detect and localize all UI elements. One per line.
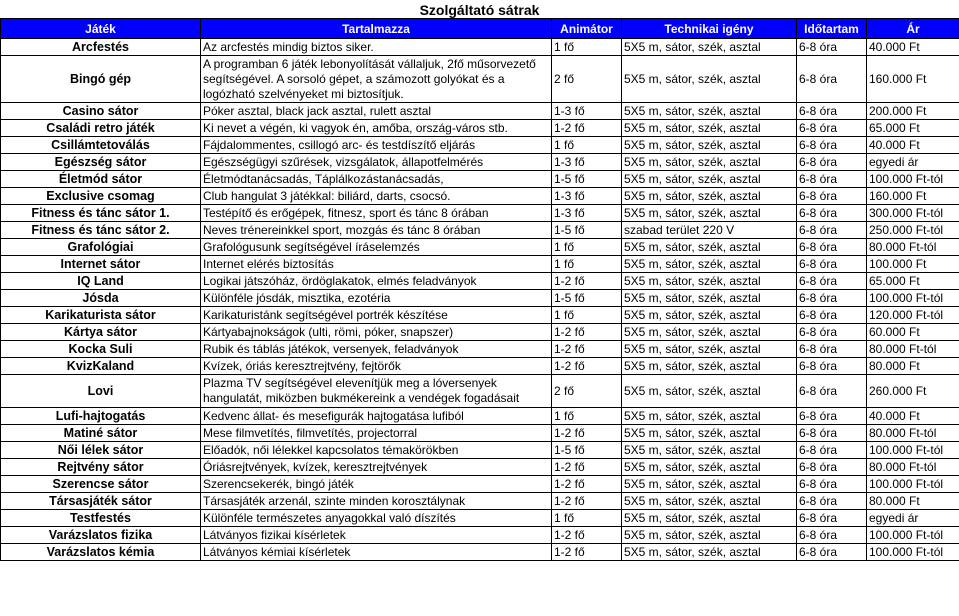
row-technical: 5X5 m, sátor, szék, asztal	[622, 459, 797, 476]
row-technical: 5X5 m, sátor, szék, asztal	[622, 39, 797, 56]
row-description: Szerencsekerék, bingó játék	[201, 476, 552, 493]
row-technical: szabad terület 220 V	[622, 222, 797, 239]
row-price: egyedi ár	[867, 154, 959, 171]
row-animator: 1-2 fő	[552, 341, 622, 358]
table-row	[1, 222, 959, 239]
row-duration: 6-8 óra	[797, 341, 867, 358]
row-description: Kvízek, óriás keresztrejtvény, fejtörők	[201, 358, 552, 375]
row-price: 40.000 Ft	[867, 39, 959, 56]
row-name: Kártya sátor	[1, 324, 201, 341]
table-row	[1, 273, 959, 290]
row-animator: 1 fő	[552, 137, 622, 154]
row-animator: 2 fő	[552, 375, 622, 408]
table-row	[1, 154, 959, 171]
row-animator: 2 fő	[552, 56, 622, 103]
row-animator: 1 fő	[552, 39, 622, 56]
row-name: Életmód sátor	[1, 171, 201, 188]
row-description: Életmódtanácsadás, Táplálkozástanácsadás,	[201, 171, 552, 188]
row-price: 80.000 Ft	[867, 358, 959, 375]
row-name: IQ Land	[1, 273, 201, 290]
row-name: Arcfestés	[1, 39, 201, 56]
row-description: Neves trénereinkkel sport, mozgás és tánc 8 órában	[201, 222, 552, 239]
row-price: 60.000 Ft	[867, 324, 959, 341]
row-technical: 5X5 m, sátor, szék, asztal	[622, 510, 797, 527]
row-price: 80.000 Ft-tól	[867, 239, 959, 256]
table-row	[1, 425, 959, 442]
row-name: Családi retro játék	[1, 120, 201, 137]
row-duration: 6-8 óra	[797, 425, 867, 442]
row-name: Jósda	[1, 290, 201, 307]
row-description: Előadók, női lélekkel kapcsolatos témakörökben	[201, 442, 552, 459]
row-technical: 5X5 m, sátor, szék, asztal	[622, 56, 797, 103]
row-description: Különféle jósdák, misztika, ezotéria	[201, 290, 552, 307]
row-description: Kedvenc állat- és mesefigurák hajtogatása lufiból	[201, 408, 552, 425]
row-duration: 6-8 óra	[797, 239, 867, 256]
row-name: Matiné sátor	[1, 425, 201, 442]
row-price: 80.000 Ft	[867, 493, 959, 510]
row-price: 80.000 Ft-tól	[867, 341, 959, 358]
header-price: Ár	[867, 19, 959, 39]
row-duration: 6-8 óra	[797, 442, 867, 459]
table-row	[1, 358, 959, 375]
header-duration: Időtartam	[797, 19, 867, 39]
header-contents: Tartalmazza	[201, 19, 552, 39]
row-name: Társasjáték sátor	[1, 493, 201, 510]
table-row	[1, 493, 959, 510]
row-animator: 1-5 fő	[552, 290, 622, 307]
table-row	[1, 510, 959, 527]
row-description: Internet elérés biztosítás	[201, 256, 552, 273]
row-price: 80.000 Ft-tól	[867, 459, 959, 476]
row-description: Óriásrejtvények, kvízek, keresztrejtvények	[201, 459, 552, 476]
row-animator: 1-2 fő	[552, 425, 622, 442]
row-duration: 6-8 óra	[797, 103, 867, 120]
table-row	[1, 476, 959, 493]
row-animator: 1-2 fő	[552, 544, 622, 561]
row-duration: 6-8 óra	[797, 476, 867, 493]
row-duration: 6-8 óra	[797, 375, 867, 408]
table-row	[1, 324, 959, 341]
row-duration: 6-8 óra	[797, 222, 867, 239]
row-description: Kártyabajnokságok (ulti, römi, póker, snapszer)	[201, 324, 552, 341]
services-table	[0, 18, 959, 561]
row-name: Bingó gép	[1, 56, 201, 103]
row-duration: 6-8 óra	[797, 493, 867, 510]
row-description: Társasjáték arzenál, szinte minden korosztálynak	[201, 493, 552, 510]
row-description: Rubik és táblás játékok, versenyek, feladványok	[201, 341, 552, 358]
table-row	[1, 120, 959, 137]
row-name: Egészség sátor	[1, 154, 201, 171]
row-animator: 1-2 fő	[552, 476, 622, 493]
row-duration: 6-8 óra	[797, 205, 867, 222]
row-duration: 6-8 óra	[797, 39, 867, 56]
row-animator: 1-5 fő	[552, 442, 622, 459]
row-technical: 5X5 m, sátor, szék, asztal	[622, 103, 797, 120]
row-technical: 5X5 m, sátor, szék, asztal	[622, 120, 797, 137]
row-duration: 6-8 óra	[797, 510, 867, 527]
row-price: egyedi ár	[867, 510, 959, 527]
row-description: Karikaturistánk segítségével portrék készítése	[201, 307, 552, 324]
table-row	[1, 239, 959, 256]
row-name: Grafológiai	[1, 239, 201, 256]
row-duration: 6-8 óra	[797, 324, 867, 341]
table-row	[1, 103, 959, 120]
table-row	[1, 408, 959, 425]
table-header	[1, 19, 959, 39]
table-row	[1, 56, 959, 103]
row-name: Lufi-hajtogatás	[1, 408, 201, 425]
row-description: Club hangulat 3 játékkal: biliárd, darts, csocsó.	[201, 188, 552, 205]
row-technical: 5X5 m, sátor, szék, asztal	[622, 358, 797, 375]
row-animator: 1-2 fő	[552, 459, 622, 476]
row-price: 260.000 Ft	[867, 375, 959, 408]
row-description: Testépítő és erőgépek, fitnesz, sport és tánc 8 órában	[201, 205, 552, 222]
row-price: 300.000 Ft-tól	[867, 205, 959, 222]
row-technical: 5X5 m, sátor, szék, asztal	[622, 527, 797, 544]
table-row	[1, 39, 959, 56]
row-name: Szerencse sátor	[1, 476, 201, 493]
row-duration: 6-8 óra	[797, 171, 867, 188]
row-name: Varázslatos fizika	[1, 527, 201, 544]
row-description: Mese filmvetítés, filmvetítés, projectorral	[201, 425, 552, 442]
row-duration: 6-8 óra	[797, 273, 867, 290]
row-technical: 5X5 m, sátor, szék, asztal	[622, 188, 797, 205]
row-duration: 6-8 óra	[797, 290, 867, 307]
row-price: 100.000 Ft-tól	[867, 442, 959, 459]
row-animator: 1-3 fő	[552, 188, 622, 205]
row-name: Exclusive csomag	[1, 188, 201, 205]
row-price: 120.000 Ft-tól	[867, 307, 959, 324]
row-description: Póker asztal, black jack asztal, rulett asztal	[201, 103, 552, 120]
row-animator: 1 fő	[552, 239, 622, 256]
row-duration: 6-8 óra	[797, 544, 867, 561]
row-animator: 1 fő	[552, 510, 622, 527]
row-price: 100.000 Ft-tól	[867, 171, 959, 188]
row-description: Egészségügyi szűrések, vizsgálatok, állapotfelmérés	[201, 154, 552, 171]
row-technical: 5X5 m, sátor, szék, asztal	[622, 375, 797, 408]
table-row	[1, 544, 959, 561]
row-technical: 5X5 m, sátor, szék, asztal	[622, 137, 797, 154]
row-price: 65.000 Ft	[867, 273, 959, 290]
row-duration: 6-8 óra	[797, 408, 867, 425]
row-animator: 1-3 fő	[552, 205, 622, 222]
row-duration: 6-8 óra	[797, 358, 867, 375]
row-duration: 6-8 óra	[797, 137, 867, 154]
table-row	[1, 375, 959, 408]
row-technical: 5X5 m, sátor, szék, asztal	[622, 239, 797, 256]
table-row	[1, 137, 959, 154]
row-animator: 1 fő	[552, 408, 622, 425]
table-row	[1, 256, 959, 273]
row-duration: 6-8 óra	[797, 256, 867, 273]
row-name: Internet sátor	[1, 256, 201, 273]
row-price: 160.000 Ft	[867, 56, 959, 103]
row-animator: 1-2 fő	[552, 120, 622, 137]
row-description: Logikai játszóház, ördöglakatok, elmés feladványok	[201, 273, 552, 290]
row-animator: 1-2 fő	[552, 527, 622, 544]
row-animator: 1-3 fő	[552, 154, 622, 171]
row-duration: 6-8 óra	[797, 459, 867, 476]
row-name: Karikaturista sátor	[1, 307, 201, 324]
row-animator: 1-5 fő	[552, 222, 622, 239]
table-row	[1, 188, 959, 205]
row-technical: 5X5 m, sátor, szék, asztal	[622, 205, 797, 222]
table-row	[1, 527, 959, 544]
table-row	[1, 307, 959, 324]
row-technical: 5X5 m, sátor, szék, asztal	[622, 544, 797, 561]
header-row	[1, 19, 959, 39]
row-technical: 5X5 m, sátor, szék, asztal	[622, 493, 797, 510]
table-row	[1, 290, 959, 307]
row-price: 40.000 Ft	[867, 408, 959, 425]
row-duration: 6-8 óra	[797, 527, 867, 544]
row-name: Varázslatos kémia	[1, 544, 201, 561]
row-animator: 1-2 fő	[552, 324, 622, 341]
row-name: Csillámtetoválás	[1, 137, 201, 154]
row-name: Női lélek sátor	[1, 442, 201, 459]
row-duration: 6-8 óra	[797, 307, 867, 324]
row-description: Látványos kémiai kísérletek	[201, 544, 552, 561]
row-technical: 5X5 m, sátor, szék, asztal	[622, 256, 797, 273]
row-price: 65.000 Ft	[867, 120, 959, 137]
row-technical: 5X5 m, sátor, szék, asztal	[622, 476, 797, 493]
row-animator: 1-5 fő	[552, 171, 622, 188]
row-technical: 5X5 m, sátor, szék, asztal	[622, 307, 797, 324]
row-animator: 1-2 fő	[552, 273, 622, 290]
row-technical: 5X5 m, sátor, szék, asztal	[622, 442, 797, 459]
row-price: 100.000 Ft	[867, 256, 959, 273]
row-name: Fitness és tánc sátor 1.	[1, 205, 201, 222]
row-name: Casino sátor	[1, 103, 201, 120]
row-price: 100.000 Ft-tól	[867, 544, 959, 561]
row-description: Plazma TV segítségével elevenítjük meg a lóversenyek hangulatát, miközben bukmékereink a vendégek fogadásait	[201, 375, 552, 408]
row-price: 100.000 Ft-tól	[867, 290, 959, 307]
header-animator: Animátor	[552, 19, 622, 39]
row-animator: 1 fő	[552, 307, 622, 324]
row-price: 100.000 Ft-tól	[867, 476, 959, 493]
row-price: 80.000 Ft-tól	[867, 425, 959, 442]
table-row	[1, 459, 959, 476]
page-title: Szolgáltató sátrak	[419, 2, 540, 18]
row-name: Kocka Suli	[1, 341, 201, 358]
row-name: Testfestés	[1, 510, 201, 527]
row-animator: 1-2 fő	[552, 493, 622, 510]
row-technical: 5X5 m, sátor, szék, asztal	[622, 408, 797, 425]
row-description: Grafológusunk segítségével íráselemzés	[201, 239, 552, 256]
row-description: Fájdalommentes, csillogó arc- és testdíszítő eljárás	[201, 137, 552, 154]
row-duration: 6-8 óra	[797, 188, 867, 205]
table-row	[1, 341, 959, 358]
row-price: 160.000 Ft	[867, 188, 959, 205]
table-row	[1, 171, 959, 188]
row-name: KvizKaland	[1, 358, 201, 375]
row-technical: 5X5 m, sátor, szék, asztal	[622, 273, 797, 290]
row-duration: 6-8 óra	[797, 120, 867, 137]
row-duration: 6-8 óra	[797, 154, 867, 171]
row-name: Fitness és tánc sátor 2.	[1, 222, 201, 239]
row-technical: 5X5 m, sátor, szék, asztal	[622, 290, 797, 307]
row-description: A programban 6 játék lebonyolítását vállaljuk, 2fő műsorvezető segítségével. A sorsoló gépet, a számozott golyókat és a logózható szelvényeket mi biztosítjuk.	[201, 56, 552, 103]
row-price: 200.000 Ft	[867, 103, 959, 120]
row-technical: 5X5 m, sátor, szék, asztal	[622, 154, 797, 171]
row-animator: 1-3 fő	[552, 103, 622, 120]
row-description: Látványos fizikai kísérletek	[201, 527, 552, 544]
row-name: Lovi	[1, 375, 201, 408]
row-name: Rejtvény sátor	[1, 459, 201, 476]
row-price: 250.000 Ft-tól	[867, 222, 959, 239]
header-game: Játék	[1, 19, 201, 39]
row-price: 40.000 Ft	[867, 137, 959, 154]
row-technical: 5X5 m, sátor, szék, asztal	[622, 341, 797, 358]
row-description: Az arcfestés mindig biztos siker.	[201, 39, 552, 56]
row-animator: 1-2 fő	[552, 358, 622, 375]
header-technical: Technikai igény	[622, 19, 797, 39]
row-description: Különféle természetes anyagokkal való díszítés	[201, 510, 552, 527]
table-row	[1, 442, 959, 459]
row-technical: 5X5 m, sátor, szék, asztal	[622, 171, 797, 188]
table-body	[1, 39, 959, 561]
row-description: Ki nevet a végén, ki vagyok én, amőba, ország-város stb.	[201, 120, 552, 137]
row-technical: 5X5 m, sátor, szék, asztal	[622, 324, 797, 341]
row-duration: 6-8 óra	[797, 56, 867, 103]
table-row	[1, 205, 959, 222]
row-animator: 1 fő	[552, 256, 622, 273]
row-technical: 5X5 m, sátor, szék, asztal	[622, 425, 797, 442]
row-price: 100.000 Ft-tól	[867, 527, 959, 544]
